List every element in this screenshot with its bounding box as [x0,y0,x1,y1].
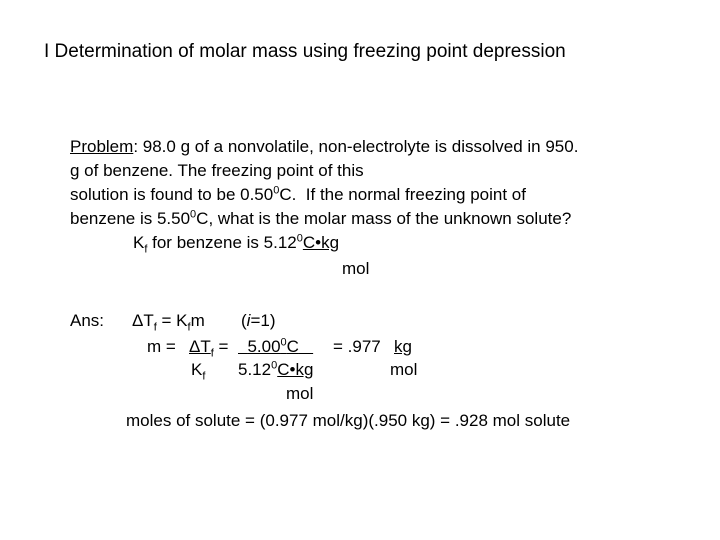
denominator-unit-numerator: C•kg [277,360,314,379]
problem-line-3 [70,185,526,205]
delta-tf [189,337,214,360]
equals-sign: = [213,337,234,356]
problem-line-3-b: C. If the normal freezing point of [279,185,526,204]
problem-line-4 [70,209,571,229]
vant-hoff-factor [241,311,276,331]
degree-superscript: 0 [273,184,280,197]
problem-line-4-a: benzene is 5.50 [70,209,191,228]
degree-superscript: 0 [190,208,197,221]
problem-label: Problem [70,137,134,156]
denominator-unit-mol: mol [286,384,314,403]
subscript-f: f [187,321,191,334]
kf-unit-denominator: mol [342,259,370,278]
problem-line-1 [70,137,578,157]
degree-superscript: 0 [271,359,278,372]
kf-text: for benzene is 5.12 [147,233,297,252]
moles-line: moles of solute = (0.977 mol/kg)(.950 kg) = .928 mol solute [126,411,571,430]
paren-open: ( [241,311,247,330]
subscript-f: f [202,370,206,383]
problem-line-2: g of benzene. The freezing point of this [70,161,364,180]
result-value: = .977 [333,337,381,356]
result-unit-numerator: kg [394,337,412,356]
ans-label: Ans: [70,311,105,330]
degree-superscript: 0 [280,336,287,349]
m-equals: m = [147,337,181,356]
problem-line-4-b: C, what is the molar mass of the unknown solute? [196,209,572,228]
kf-subscript: f [144,243,148,256]
i-value: =1) [250,311,276,330]
result-unit-denominator: mol [390,360,418,379]
equals-kf: = K [156,311,188,330]
degree-superscript: 0 [296,232,303,245]
equation-1 [132,311,205,334]
problem-line-3-a: solution is found to be 0.50 [70,185,274,204]
delta-t-symbol: ΔT [132,311,154,330]
delta-tf-numerator [189,337,234,360]
fraction-numerator [238,337,313,357]
subscript-f: f [153,321,157,334]
denominator-kf [191,360,206,383]
numerator-value: 5.00 [247,337,281,356]
page-title: I Determination of molar mass using freezing point depression [44,41,566,62]
denominator-value: 5.12 [238,360,272,379]
kf-unit-numerator: C•kg [302,233,340,252]
kf-symbol: K [191,360,203,379]
fraction-denominator [238,360,313,380]
subscript-f: f [210,347,214,360]
i-symbol: i [246,311,251,330]
kf-line [133,232,340,256]
molality-symbol: m [190,311,205,330]
delta-t-symbol: ΔT [189,337,211,356]
problem-line-1-text: : 98.0 g of a nonvolatile, non-electrolyte is dissolved in 950. [133,137,579,156]
kf-symbol: K [133,233,145,252]
numerator-unit: C [286,337,299,356]
